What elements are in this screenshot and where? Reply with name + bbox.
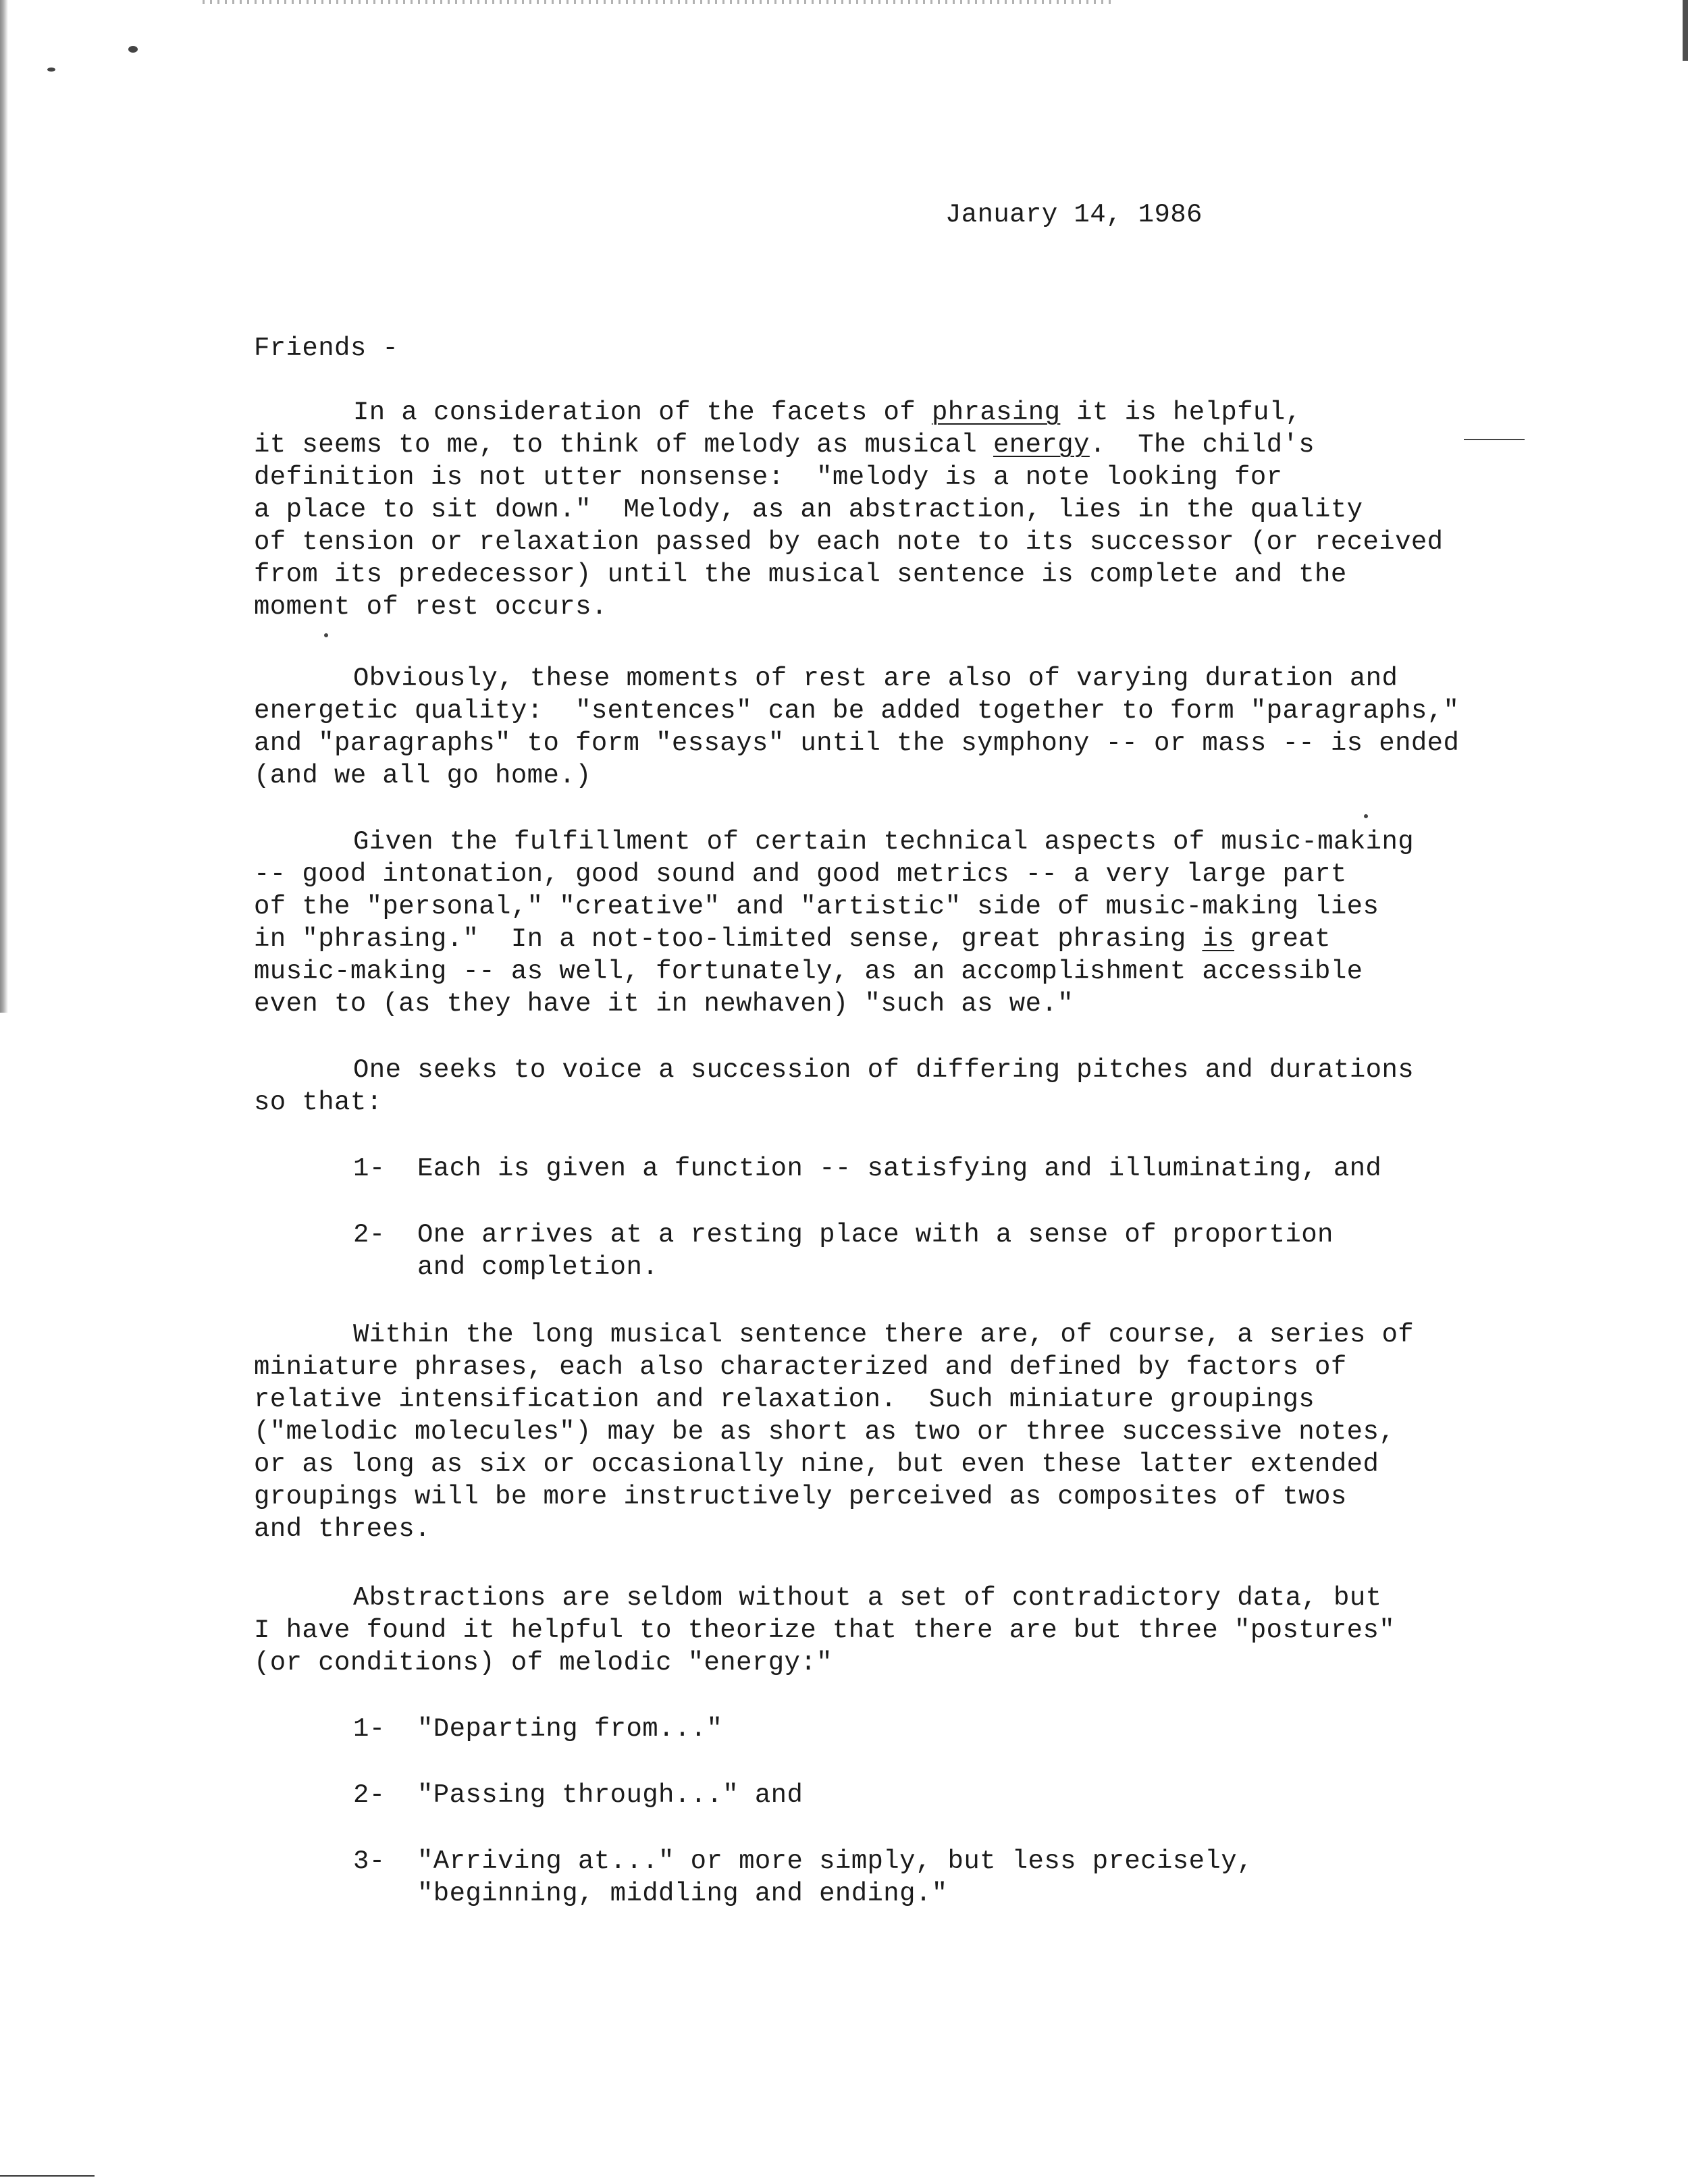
text-line: from its predecessor) until the musical sentence is complete and the — [254, 560, 1347, 589]
scan-speck — [1364, 814, 1368, 818]
list-item-number: 3- — [353, 1846, 386, 1876]
scan-edge-right — [1683, 0, 1688, 61]
text-span: In a consideration of the facets of — [353, 398, 932, 427]
text-line: Obviously, these moments of rest are also of varying duration and — [353, 664, 1398, 693]
text-line: ("melodic molecules") may be as short as two or three successive notes, — [254, 1417, 1396, 1447]
underlined-word: is — [1202, 924, 1235, 954]
text-line: miniature phrases, each also characterized and defined by factors of — [254, 1352, 1347, 1382]
text-span: . The child's — [1089, 430, 1315, 460]
text-span: great — [1234, 924, 1331, 954]
underlined-word: phrasing — [931, 398, 1061, 427]
text-line: or as long as six or occasionally nine, but even these latter extended — [254, 1449, 1379, 1479]
list-item-number: 2- — [353, 1780, 386, 1810]
list-item-text: "Passing through..." and — [417, 1780, 803, 1810]
list-item-text: "Arriving at..." or more simply, but less precisely, — [417, 1846, 1253, 1876]
text-line: I have found it helpful to theorize that there are but three "postures" — [254, 1616, 1396, 1645]
text-line — [254, 429, 1315, 461]
text-span: it is helpful, — [1060, 398, 1302, 427]
text-line: of tension or relaxation passed by each note to its successor (or received — [254, 527, 1444, 557]
text-span: in "phrasing." In a not-too-limited sense, great phrasing — [254, 924, 1203, 954]
text-line: music-making -- as well, fortunately, as an accomplishment accessible — [254, 957, 1363, 986]
list-item-number: 1- — [353, 1154, 386, 1183]
scan-edge-top — [203, 0, 1114, 4]
list-item-text: One arrives at a resting place with a sense of proportion — [417, 1220, 1334, 1250]
underlined-word: energy — [993, 430, 1090, 460]
list-item-number: 2- — [353, 1220, 386, 1250]
text-line: relative intensification and relaxation. Such miniature groupings — [254, 1385, 1315, 1414]
list-item-text: "beginning, middling and ending." — [417, 1879, 948, 1909]
text-line: moment of rest occurs. — [254, 592, 608, 622]
scan-speck — [128, 46, 138, 53]
text-line: energetic quality: "sentences" can be added together to form "paragraphs," — [254, 696, 1460, 726]
text-line: (and we all go home.) — [254, 761, 591, 791]
list-item-number: 1- — [353, 1714, 386, 1744]
letter-salutation: Friends - — [254, 334, 399, 363]
text-line: and threes. — [254, 1514, 431, 1544]
text-line: and "paragraphs" to form "essays" until the symphony -- or mass -- is ended — [254, 728, 1460, 758]
text-line: Within the long musical sentence there are, of course, a series of — [353, 1320, 1415, 1350]
text-line: a place to sit down." Melody, as an abstraction, lies in the quality — [254, 495, 1363, 525]
text-line: (or conditions) of melodic "energy:" — [254, 1648, 833, 1678]
scan-edge-bottom — [0, 2175, 95, 2177]
scan-speck — [47, 68, 55, 72]
text-line: groupings will be more instructively perceived as composites of twos — [254, 1482, 1347, 1512]
text-line: of the "personal," "creative" and "artistic" side of music-making lies — [254, 892, 1379, 922]
scan-edge-left — [0, 0, 8, 1013]
letter-date: January 14, 1986 — [945, 200, 1203, 230]
text-line: Given the fulfillment of certain technical aspects of music-making — [353, 827, 1415, 857]
text-line — [254, 923, 1331, 955]
list-item-text: "Departing from..." — [417, 1714, 723, 1744]
text-span: it seems to me, to think of melody as musical — [254, 430, 993, 460]
text-line: even to (as they have it in newhaven) "such as we." — [254, 989, 1074, 1019]
text-line: -- good intonation, good sound and good metrics -- a very large part — [254, 859, 1347, 889]
list-item-text: and completion. — [417, 1252, 659, 1282]
text-line: One seeks to voice a succession of differing pitches and durations — [353, 1055, 1415, 1085]
scan-speck — [1464, 439, 1525, 440]
list-item-text: Each is given a function -- satisfying and illuminating, and — [417, 1154, 1382, 1183]
text-line: definition is not utter nonsense: "melody is a note looking for — [254, 462, 1283, 492]
text-line: Abstractions are seldom without a set of contradictory data, but — [353, 1583, 1382, 1613]
scan-speck — [324, 633, 328, 637]
text-line: so that: — [254, 1088, 383, 1117]
text-line — [353, 396, 1301, 429]
